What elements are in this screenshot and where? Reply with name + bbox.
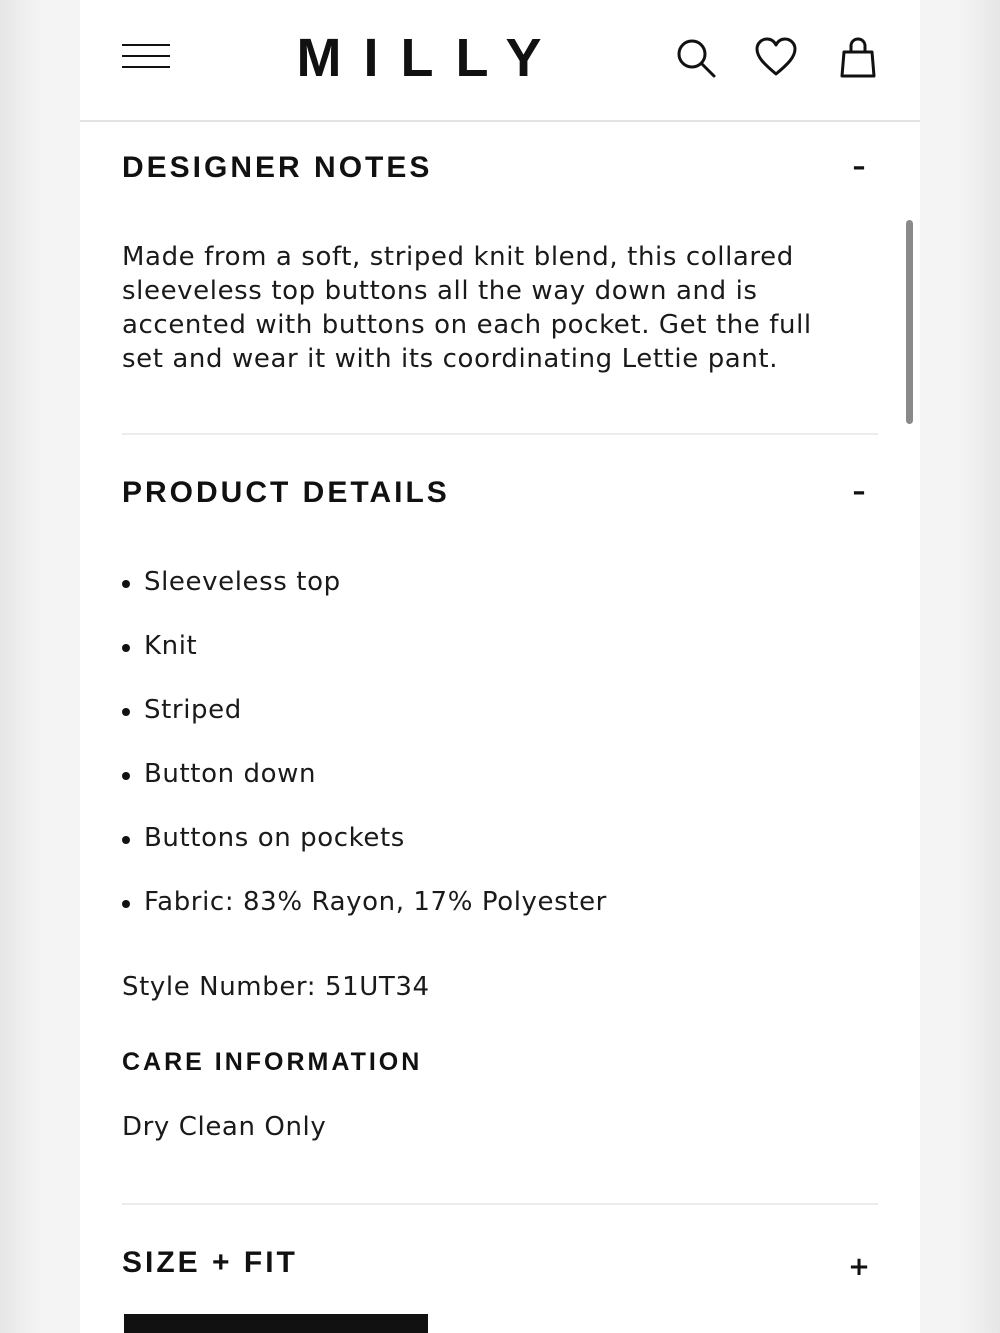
style-number: Style Number: 51UT34	[122, 972, 430, 1002]
product-page	[80, 0, 920, 1333]
brand-logo[interactable]: MILLY	[296, 28, 564, 88]
search-icon	[674, 36, 718, 80]
product-detail-item: Striped	[122, 690, 607, 754]
product-detail-item: Knit	[122, 626, 607, 690]
product-detail-item: Fabric: 83% Rayon, 17% Polyester	[122, 882, 607, 946]
heart-icon	[754, 36, 798, 80]
product-details-collapse-toggle[interactable]: –	[852, 477, 866, 507]
care-information-title: CARE INFORMATION	[122, 1048, 423, 1076]
section-divider	[122, 433, 878, 435]
designer-notes-text: Made from a soft, striped knit blend, this collared sleeveless top buttons all the way down and is accented with buttons on each pocket. Get the full set and wear it with its coordinating Lettie pant.	[122, 242, 812, 374]
product-detail-item: Buttons on pockets	[122, 818, 607, 882]
bag-icon	[836, 36, 880, 80]
product-detail-item: Sleeveless top	[122, 562, 607, 626]
search-button[interactable]	[674, 36, 718, 80]
designer-notes-collapse-toggle[interactable]: –	[852, 152, 866, 182]
scrollbar[interactable]	[906, 220, 913, 424]
shopping-bag-button[interactable]	[836, 36, 880, 80]
product-details-title[interactable]: PRODUCT DETAILS	[122, 476, 450, 509]
wishlist-button[interactable]	[754, 36, 798, 80]
care-information-text: Dry Clean Only	[122, 1112, 327, 1142]
size-fit-expand-toggle[interactable]: +	[848, 1252, 870, 1282]
section-divider	[122, 1203, 878, 1205]
site-header	[80, 0, 920, 122]
size-chart-tab[interactable]	[124, 1314, 428, 1333]
size-fit-title[interactable]: SIZE + FIT	[122, 1246, 298, 1279]
product-detail-item: Button down	[122, 754, 607, 818]
product-details-list	[122, 562, 607, 946]
menu-button[interactable]	[122, 42, 172, 72]
designer-notes-title[interactable]: DESIGNER NOTES	[122, 151, 433, 184]
